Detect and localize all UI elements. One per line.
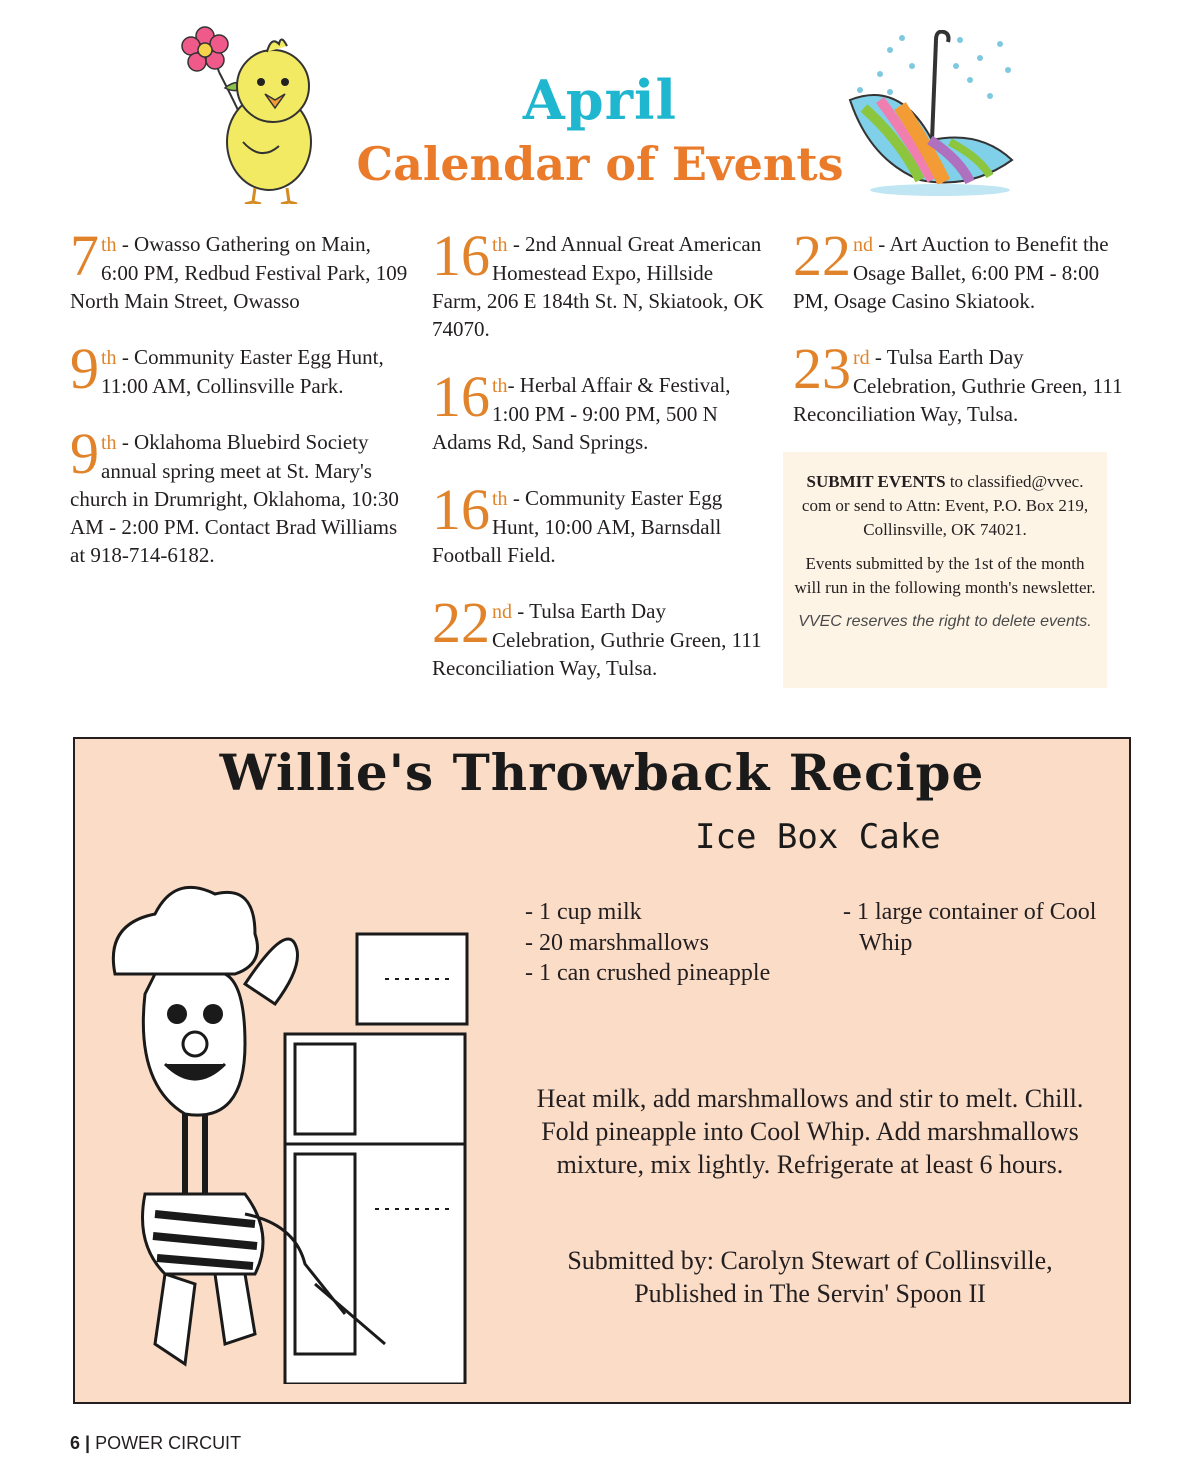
event-day: 16 [432, 223, 490, 288]
ingredient-item: - 20 marshmallows [525, 929, 709, 956]
events-column-3 [793, 223, 1123, 456]
event-text: - 2nd Annual Great American Homestead Expo, Hillside Farm, 206 E 184th St. N, Skiatook, OK 74070. [432, 232, 764, 341]
submit-deadline: Events submitted by the 1st of the month will run in the following month's newsletter. [794, 554, 1096, 597]
page-number: 6 [70, 1433, 81, 1453]
event-text: - Art Auction to Benefit the Osage Ballet, 6:00 PM - 8:00 PM, Osage Casino Skiatook. [793, 232, 1109, 313]
event-text: - Owasso Gathering on Main, 6:00 PM, Redbud Festival Park, 109 North Main Street, Owasso [70, 232, 408, 313]
recipe-name: Ice Box Cake [695, 817, 941, 857]
calendar-title: Calendar of Events [356, 137, 844, 191]
ingredient-item: - 1 large container of Cool Whip [843, 899, 1097, 956]
events-column-1 [70, 223, 410, 597]
event-item [432, 477, 767, 569]
submit-instructions [793, 470, 1097, 542]
event-day-suffix: th [101, 234, 117, 256]
page-header [0, 70, 1200, 194]
event-day: 16 [432, 477, 490, 542]
event-text: - Herbal Affair & Festival, 1:00 PM - 9:00 PM, 500 N Adams Rd, Sand Springs. [432, 373, 731, 454]
recipe-heading: Willie's Throwback Recipe [219, 743, 985, 802]
event-day-suffix: th [492, 488, 508, 510]
event-text: - Community Easter Egg Hunt, 11:00 AM, Collinsville Park. [101, 345, 384, 398]
event-text: - Tulsa Earth Day Celebration, Guthrie Green, 111 Reconciliation Way, Tulsa. [793, 345, 1123, 426]
recipe-directions: Heat milk, add marshmallows and stir to melt. Chill. Fold pineapple into Cool Whip. Add marshmallows mixture, mix lightly. Refrigerate at least 6 hours. [536, 1084, 1084, 1179]
event-day-suffix: rd [853, 347, 870, 369]
event-day-suffix: th [101, 347, 117, 369]
ingredient-list-2 [843, 897, 1103, 958]
event-item [70, 421, 410, 569]
credit-line-2: Published in The Servin' Spoon II [634, 1279, 986, 1308]
credit-line-1: Submitted by: Carolyn Stewart of Collinsville, [567, 1246, 1053, 1275]
page-footer [70, 1433, 241, 1454]
events-column-2 [432, 223, 767, 710]
submit-note: VVEC reserves the right to delete events. [798, 613, 1092, 630]
event-item [70, 336, 410, 401]
month-title: April [522, 68, 678, 132]
event-item [793, 336, 1123, 428]
event-item [432, 223, 767, 343]
recipe-credit [515, 1244, 1105, 1310]
submit-events-box [783, 452, 1107, 688]
ingredient-item: - 1 cup milk [525, 899, 642, 925]
event-item [432, 590, 767, 682]
event-day: 9 [70, 421, 99, 486]
event-day: 7 [70, 223, 99, 288]
ingredient-list-1 [525, 897, 785, 989]
event-day-suffix: th [101, 432, 117, 454]
event-day: 22 [432, 590, 490, 655]
event-item [432, 364, 767, 456]
event-day-suffix: nd [492, 601, 512, 623]
submit-label: SUBMIT EVENTS [806, 472, 946, 491]
event-day: 16 [432, 364, 490, 429]
publication-name: POWER CIRCUIT [95, 1433, 242, 1453]
event-day: 22 [793, 223, 851, 288]
event-text: - Oklahoma Bluebird Society annual spring meet at St. Mary's church in Drumright, Oklahoma, 10:30 AM - 2:00 PM. Contact Brad Williams at 918-714-6182. [70, 430, 399, 567]
event-item [70, 223, 410, 315]
event-item [793, 223, 1123, 315]
chef-willie-fridge-illustration [95, 864, 475, 1384]
ingredient-item: - 1 can crushed pineapple [525, 960, 771, 986]
event-day-suffix: th [492, 234, 508, 256]
event-day-suffix: nd [853, 234, 873, 256]
footer-separator: | [80, 1433, 96, 1453]
event-text: - Community Easter Egg Hunt, 10:00 AM, Barnsdall Football Field. [432, 486, 723, 567]
event-day: 23 [793, 336, 851, 401]
recipe-box [73, 737, 1131, 1404]
event-text: - Tulsa Earth Day Celebration, Guthrie Green, 111 Reconciliation Way, Tulsa. [432, 599, 762, 680]
submit-text: to classified@vvec. com or send to Attn: Event, P.O. Box 219, Collinsville, OK 74021. [801, 472, 1089, 539]
event-day-suffix: th [492, 375, 508, 397]
event-day: 9 [70, 336, 99, 401]
